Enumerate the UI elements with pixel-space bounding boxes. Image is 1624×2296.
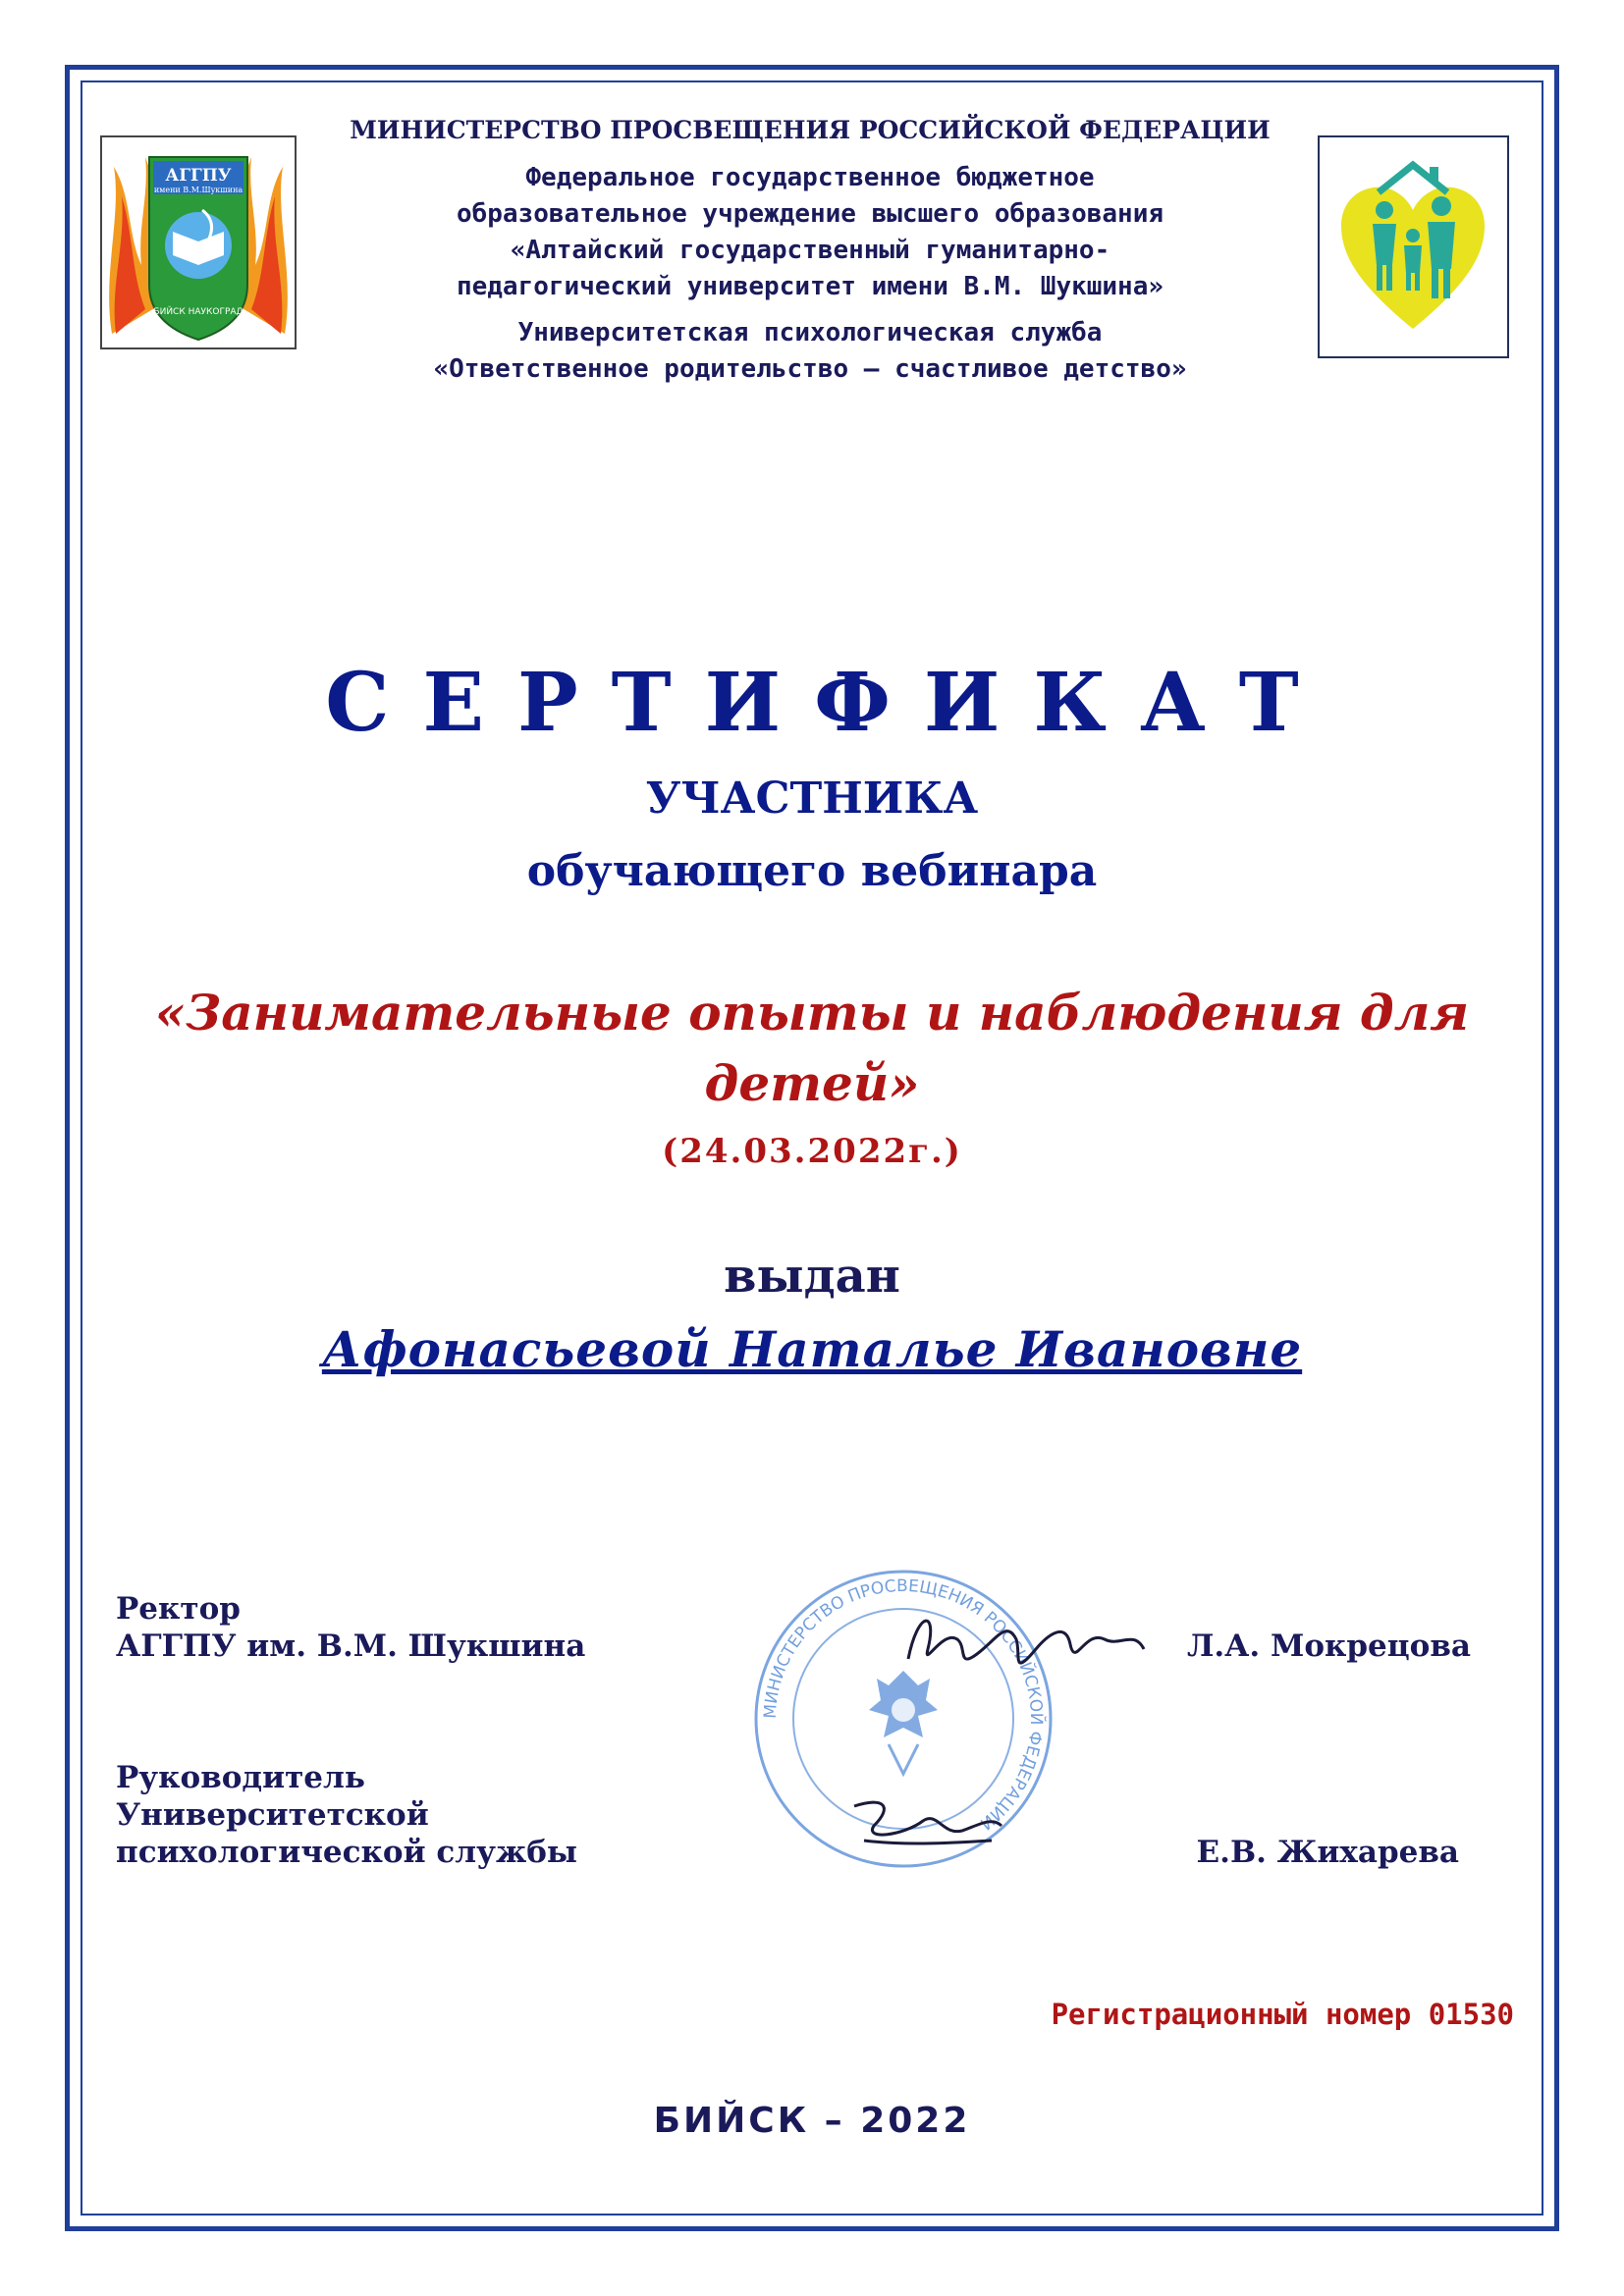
stamp-text: МИНИСТЕРСТВО ПРОСВЕЩЕНИЯ РОССИЙСКОЙ ФЕДЕРАЦИИ [760,1575,1047,1834]
head-title-line: психологической службы [116,1835,578,1870]
handwritten-signature-icon [898,1600,1154,1688]
certificate-subtitle: УЧАСТНИКА [645,774,979,824]
head-name: Е.В. Жихарева [1196,1835,1459,1870]
rector-signature [898,1600,1154,1688]
institution-line: образовательное учреждение высшего образования [456,199,1164,229]
psych-service-logo [1318,135,1509,358]
issued-label: выдан [724,1249,900,1304]
ministry-heading: МИНИСТЕРСТВО ПРОСВЕЩЕНИЯ РОССИЙСКОЙ ФЕДЕРАЦИИ [350,116,1271,144]
certificate-title: СЕРТИФИКАТ [325,656,1332,750]
svg-text:имени В.М.Шукшина: имени В.М.Шукшина [153,186,244,194]
certificate-event-type: обучающего вебинара [526,846,1098,896]
svg-text:АГГПУ: АГГПУ [165,166,232,186]
svg-text:БИЙСК НАУКОГРАД: БИЙСК НАУКОГРАД [153,307,244,317]
city-year: БИЙСК – 2022 [653,2101,971,2141]
service-line: Университетская психологическая служба [517,318,1103,347]
webinar-date: (24.03.2022г.) [662,1132,962,1171]
institution-name [324,160,1296,305]
head-title-line: Руководитель [116,1760,365,1795]
registration-number: Регистрационный номер 01530 [1051,1998,1514,2031]
rector-title-line: АГГПУ им. В.М. Шукшина [116,1629,586,1664]
service-line: «Ответственное родительство – счастливое детство» [433,354,1187,384]
university-logo [100,135,297,349]
institution-line: Федеральное государственное бюджетное [525,163,1095,192]
webinar-topic-line: детей» [704,1054,920,1112]
rector-title [116,1590,585,1665]
head-signature [844,1787,1011,1855]
head-title [116,1759,577,1871]
family-heart-icon [1320,137,1507,356]
rector-title-line: Ректор [116,1591,241,1627]
webinar-topic-line: «Занимательные опыты и наблюдения для [154,984,1470,1041]
institution-line: педагогический университет имени В.М. Шукшина» [456,272,1164,301]
webinar-topic [137,978,1487,1119]
institution-line: «Алтайский государственный гуманитарно- [510,236,1110,265]
rector-name: Л.А. Мокрецова [1186,1629,1471,1664]
recipient-name: Афонасьевой Наталье Ивановне [321,1320,1303,1378]
service-name [324,315,1296,388]
head-title-line: Университетской [116,1797,429,1833]
university-emblem-icon [102,137,295,347]
handwritten-signature-icon [844,1787,1011,1855]
